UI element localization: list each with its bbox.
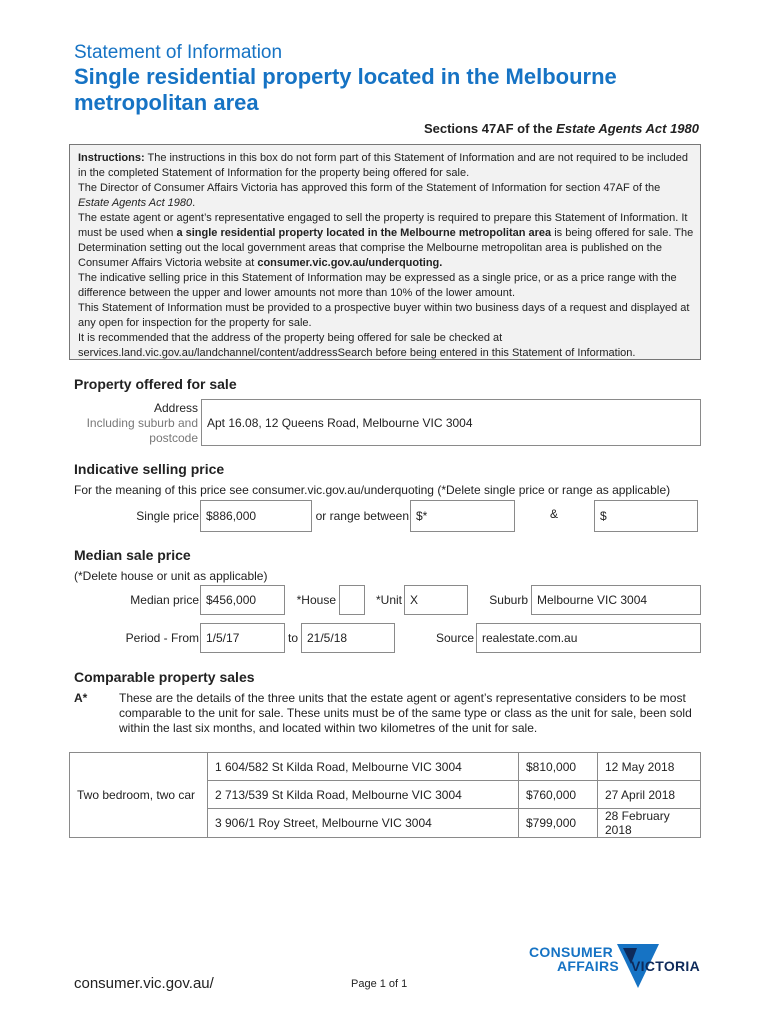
page-number: Page 1 of 1 <box>351 978 408 990</box>
address-label-line3: postcode <box>149 431 198 445</box>
comparable-heading: Comparable property sales <box>74 669 255 685</box>
sections-act: Estate Agents Act 1980 <box>556 121 699 136</box>
comparable-a-label: A* <box>74 691 88 705</box>
comparable-table <box>69 752 701 838</box>
indicative-note: For the meaning of this price see consumer.vic.gov.au/underquoting (*Delete single price or range as applicable) <box>74 483 671 497</box>
suburb-label: Suburb <box>489 593 528 607</box>
period-from-label: Period - From <box>125 631 199 645</box>
comp-price-2[interactable]: $760,000 <box>519 781 598 809</box>
statement-label: Statement of Information <box>74 42 283 63</box>
table-row <box>70 753 701 781</box>
sections-prefix: Sections 47AF of the <box>423 121 557 136</box>
instructions-heading: Instructions: <box>78 152 145 164</box>
house-checkbox[interactable] <box>339 585 365 615</box>
single-price-field[interactable]: $886,000 <box>200 500 312 532</box>
address-label <box>87 401 198 446</box>
sections-reference <box>424 121 699 136</box>
instructions-p1-text: The instructions in this box do not form part of this Statement of Information and are not required to be included in the completed Statement of Information for the property being offered for sale. <box>78 152 689 179</box>
group-label-cell: Two bedroom, two car <box>70 753 208 838</box>
comp-address-2[interactable]: 2 713/539 St Kilda Road, Melbourne VIC 3004 <box>208 781 519 809</box>
instructions-p2-text: The Director of Consumer Affairs Victoria has approved this form of the Statement of Information for section 47AF of the <box>78 182 661 194</box>
single-price-label: Single price <box>136 509 199 523</box>
period-to-field[interactable]: 21/5/18 <box>301 623 395 653</box>
instructions-p3-text: The estate agent or agent’s representative engaged to sell the property is required to prepare this Statement of Information. It must be used when <box>78 212 688 239</box>
range-high-field[interactable]: $ <box>594 500 698 532</box>
source-label: Source <box>435 631 474 645</box>
logo-affairs: AFFAIRS <box>557 958 619 974</box>
instructions-box <box>69 144 701 360</box>
logo-consumer: CONSUMER <box>529 944 614 960</box>
footer-url[interactable]: consumer.vic.gov.au/ <box>74 975 214 992</box>
median-heading: Median sale price <box>74 547 191 563</box>
consumer-affairs-victoria-logo <box>527 942 707 992</box>
comp-price-1[interactable]: $810,000 <box>519 753 598 781</box>
instructions-p3-bold: a single residential property located in the Melbourne metropolitan area <box>176 227 552 239</box>
instructions-p5: This Statement of Information must be provided to a prospective buyer within two business days of a request and displayed at any open for inspection for the property for sale. <box>78 302 690 329</box>
instructions-p4: The indicative selling price in this Statement of Information may be expressed as a single price, or as a price range with the difference between the upper and lower amounts not more than 10% of the lower amount. <box>78 272 677 299</box>
comp-price-3[interactable]: $799,000 <box>519 809 598 838</box>
period-to-label: to <box>288 631 299 645</box>
instructions-p6: It is recommended that the address of the property being offered for sale be checked at services.land.vic.gov.au/landchannel/content/addressSearch before being entered in this Statement of Information. <box>78 332 636 359</box>
instructions-p2-end: . <box>192 197 196 209</box>
comparable-description: These are the details of the three units that the estate agent or agent’s representative considers to be most comparable to the unit for sale. These units must be of the same type or class as the unit for sale, been sold within the last six months, and located within two kilometres of the unit for sale. <box>119 691 692 735</box>
instructions-p3-text2: is being offered for sale. The Determination setting out the local government areas that comprise the Melbourne metropolitan area is published on the Consumer Affairs Victoria website at <box>78 227 694 269</box>
source-field[interactable]: realestate.com.au <box>476 623 701 653</box>
comp-date-1[interactable]: 12 May 2018 <box>598 753 701 781</box>
comp-address-3[interactable]: 3 906/1 Roy Street, Melbourne VIC 3004 <box>208 809 519 838</box>
property-heading: Property offered for sale <box>74 376 237 392</box>
title-line-2: metropolitan area <box>74 90 259 115</box>
logo-victoria: VICTORIA <box>631 958 701 974</box>
house-label: *House <box>296 593 336 607</box>
unit-checkbox[interactable]: X <box>404 585 468 615</box>
title-line-1: Single residential property located in the Melbourne <box>74 64 617 89</box>
address-label-line2: Including suburb and <box>86 416 198 430</box>
median-price-field[interactable]: $456,000 <box>200 585 285 615</box>
instructions-p3 <box>78 211 694 271</box>
indicative-heading: Indicative selling price <box>74 461 225 477</box>
range-low-field[interactable]: $* <box>410 500 515 532</box>
comp-date-3[interactable]: 28 February 2018 <box>598 809 701 838</box>
median-note: (*Delete house or unit as applicable) <box>74 569 268 583</box>
comp-date-2[interactable]: 27 April 2018 <box>598 781 701 809</box>
address-field[interactable]: Apt 16.08, 12 Queens Road, Melbourne VIC 3004 <box>201 399 701 446</box>
range-label: or range between <box>315 509 409 523</box>
page-title <box>74 64 617 116</box>
median-price-label: Median price <box>130 593 199 607</box>
range-ampersand: & <box>550 507 559 521</box>
comp-address-1[interactable]: 1 604/582 St Kilda Road, Melbourne VIC 3004 <box>208 753 519 781</box>
address-label-line1: Address <box>153 401 198 415</box>
suburb-field[interactable]: Melbourne VIC 3004 <box>531 585 701 615</box>
unit-label: *Unit <box>375 593 402 607</box>
instructions-p2-act: Estate Agents Act 1980 <box>78 197 193 209</box>
instructions-p1 <box>78 151 694 181</box>
instructions-p2 <box>78 181 694 211</box>
period-from-field[interactable]: 1/5/17 <box>200 623 285 653</box>
underquoting-link[interactable]: consumer.vic.gov.au/underquoting. <box>257 257 443 269</box>
